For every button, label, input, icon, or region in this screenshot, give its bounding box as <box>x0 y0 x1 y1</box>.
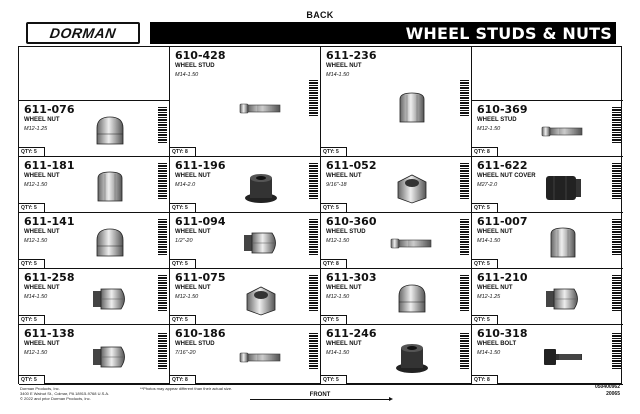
part-thread-size: M14-1.50 <box>175 72 199 78</box>
part-thread-size: M14-1.50 <box>477 350 501 356</box>
barcode-icon <box>309 333 318 369</box>
part-description: WHEEL NUT <box>24 117 60 123</box>
part-description: WHEEL NUT <box>24 173 60 179</box>
part-cell-611-236 <box>321 47 472 157</box>
nut-side-part-icon <box>540 280 586 323</box>
barcode-icon <box>158 163 167 199</box>
empty-cell <box>472 47 623 101</box>
barcode-icon <box>612 163 621 199</box>
part-cell-611-075 <box>170 269 321 325</box>
cover-part-icon <box>540 168 586 211</box>
part-number: 610-428 <box>175 49 226 62</box>
barcode-icon <box>158 219 167 255</box>
part-thread-size: 9/16"-18 <box>326 182 347 188</box>
part-thread-size: M14-1.50 <box>24 294 48 300</box>
nut-dome-part-icon <box>87 112 133 155</box>
part-thread-size: M12-1.50 <box>24 350 48 356</box>
part-number: 611-052 <box>326 159 377 172</box>
barcode-icon <box>612 333 621 369</box>
part-cell-611-141 <box>19 213 170 269</box>
parts-grid <box>18 46 622 384</box>
back-label: BACK <box>306 10 334 20</box>
part-thread-size: M14-2.0 <box>175 182 196 188</box>
brand-logo <box>26 22 140 44</box>
stud-part-icon <box>238 89 284 132</box>
part-description: WHEEL NUT <box>175 229 211 235</box>
footer-code-2: 20065 <box>606 391 620 397</box>
part-description: WHEEL NUT <box>24 285 60 291</box>
part-thread-size: M12-1.50 <box>326 238 350 244</box>
nut-open-part-icon <box>238 280 284 323</box>
part-description: WHEEL NUT <box>477 229 513 235</box>
quantity-label: QTY: 5 <box>170 315 196 324</box>
part-cell-611-246 <box>321 325 472 385</box>
part-thread-size: M12-1.50 <box>24 238 48 244</box>
nut-flange-part-icon <box>389 338 435 381</box>
footer-company: Dorman Products, Inc. <box>20 386 60 391</box>
part-thread-size: M14-1.50 <box>326 72 350 78</box>
barcode-icon <box>460 80 469 116</box>
quantity-label: QTY: 5 <box>472 315 498 324</box>
barcode-icon <box>612 107 621 143</box>
part-number: 611-622 <box>477 159 528 172</box>
part-cell-611-622 <box>472 157 623 213</box>
part-description: WHEEL NUT <box>326 341 362 347</box>
part-number: 610-186 <box>175 327 226 340</box>
part-number: 611-258 <box>24 271 75 284</box>
quantity-label: QTY: 5 <box>321 315 347 324</box>
brand-name: DORMAN <box>48 25 118 41</box>
part-number: 611-303 <box>326 271 377 284</box>
part-description: WHEEL NUT <box>326 63 362 69</box>
part-number: 610-360 <box>326 215 377 228</box>
nut-side-part-icon <box>87 280 133 323</box>
part-description: WHEEL NUT <box>477 285 513 291</box>
part-cell-610-428 <box>170 47 321 157</box>
part-description: WHEEL NUT <box>175 285 211 291</box>
barcode-icon <box>158 333 167 369</box>
part-number: 611-007 <box>477 215 528 228</box>
quantity-label: QTY: 5 <box>19 147 45 156</box>
part-description: WHEEL NUT <box>24 229 60 235</box>
part-cell-611-138 <box>19 325 170 385</box>
quantity-label: QTY: 5 <box>472 259 498 268</box>
quantity-label: QTY: 8 <box>472 375 498 384</box>
page-title: WHEEL STUDS & NUTS <box>405 24 612 43</box>
part-cell-611-052 <box>321 157 472 213</box>
part-thread-size: M14-1.50 <box>326 350 350 356</box>
part-cell-610-360 <box>321 213 472 269</box>
part-number: 611-246 <box>326 327 377 340</box>
part-number: 611-094 <box>175 215 226 228</box>
part-cell-610-186 <box>170 325 321 385</box>
part-description: WHEEL NUT COVER <box>477 173 536 179</box>
part-description: WHEEL STUD <box>477 117 517 123</box>
empty-cell <box>19 47 170 101</box>
stud-part-icon <box>389 224 435 267</box>
part-number: 611-141 <box>24 215 75 228</box>
part-cell-611-007 <box>472 213 623 269</box>
barcode-icon <box>460 163 469 199</box>
barcode-icon <box>612 219 621 255</box>
part-cell-611-181 <box>19 157 170 213</box>
part-cell-611-303 <box>321 269 472 325</box>
front-arrow-icon <box>250 399 390 400</box>
barcode-icon <box>309 80 318 116</box>
barcode-icon <box>309 219 318 255</box>
stud-part-icon <box>540 112 586 155</box>
barcode-icon <box>460 333 469 369</box>
part-number: 611-210 <box>477 271 528 284</box>
barcode-icon <box>158 107 167 143</box>
barcode-icon <box>309 275 318 311</box>
quantity-label: QTY: 5 <box>170 203 196 212</box>
part-cell-611-258 <box>19 269 170 325</box>
part-number: 611-196 <box>175 159 226 172</box>
nut-side-part-icon <box>87 338 133 381</box>
nut-tall-part-icon <box>389 89 435 132</box>
part-number: 610-369 <box>477 103 528 116</box>
part-thread-size: M14-1.50 <box>477 238 501 244</box>
part-thread-size: 7/16"-20 <box>175 350 196 356</box>
barcode-icon <box>158 275 167 311</box>
part-cell-611-196 <box>170 157 321 213</box>
part-number: 611-236 <box>326 49 377 62</box>
quantity-label: QTY: 5 <box>19 203 45 212</box>
part-thread-size: 1/2"-20 <box>175 238 193 244</box>
quantity-label: QTY: 8 <box>321 259 347 268</box>
part-description: WHEEL STUD <box>326 229 366 235</box>
part-cell-611-076 <box>19 101 170 157</box>
part-number: 610-318 <box>477 327 528 340</box>
part-cell-610-318 <box>472 325 623 385</box>
quantity-label: QTY: 8 <box>170 375 196 384</box>
barcode-icon <box>460 275 469 311</box>
nut-dome-part-icon <box>389 280 435 323</box>
nut-tall-part-icon <box>540 224 586 267</box>
part-cell-611-210 <box>472 269 623 325</box>
part-thread-size: M12-1.50 <box>326 294 350 300</box>
part-number: 611-076 <box>24 103 75 116</box>
nut-open-part-icon <box>389 168 435 211</box>
part-thread-size: M12-1.50 <box>477 126 501 132</box>
bolt-part-icon <box>540 338 586 381</box>
barcode-icon <box>612 275 621 311</box>
footer-address: 3400 E Walnut St., Colmar, PA 18915-9768 U.S.A. <box>20 391 110 396</box>
part-description: WHEEL NUT <box>175 173 211 179</box>
part-description: WHEEL BOLT <box>477 341 517 347</box>
part-description: WHEEL NUT <box>326 285 362 291</box>
part-cell-610-369 <box>472 101 623 157</box>
quantity-label: QTY: 5 <box>170 259 196 268</box>
nut-side-part-icon <box>238 224 284 267</box>
part-cell-611-094 <box>170 213 321 269</box>
part-description: WHEEL STUD <box>175 341 215 347</box>
quantity-label: QTY: 5 <box>321 203 347 212</box>
title-bar <box>150 22 616 44</box>
quantity-label: QTY: 5 <box>19 375 45 384</box>
part-description: WHEEL STUD <box>175 63 215 69</box>
front-label: FRONT <box>309 392 331 398</box>
part-number: 611-138 <box>24 327 75 340</box>
barcode-icon <box>460 219 469 255</box>
nut-tall-part-icon <box>87 168 133 211</box>
part-thread-size: M27-2.0 <box>477 182 498 188</box>
barcode-icon <box>309 163 318 199</box>
part-thread-size: M12-1.50 <box>175 294 199 300</box>
footer-code-1: 050400962 <box>594 384 620 390</box>
part-thread-size: M12-1.25 <box>477 294 501 300</box>
quantity-label: QTY: 8 <box>170 147 196 156</box>
part-thread-size: M12-1.25 <box>24 126 48 132</box>
footer-copyright: © 2022 and prior Dorman Products, Inc. <box>20 396 91 401</box>
part-thread-size: M12-1.50 <box>24 182 48 188</box>
nut-dome-part-icon <box>87 224 133 267</box>
quantity-label: QTY: 5 <box>321 147 347 156</box>
part-number: 611-075 <box>175 271 226 284</box>
nut-flange-part-icon <box>238 168 284 211</box>
quantity-label: QTY: 5 <box>472 203 498 212</box>
part-description: WHEEL NUT <box>326 173 362 179</box>
quantity-label: QTY: 5 <box>19 259 45 268</box>
footer-note: **Photos may appear different than their actual size. <box>140 386 233 391</box>
part-number: 611-181 <box>24 159 75 172</box>
quantity-label: QTY: 5 <box>19 315 45 324</box>
stud-part-icon <box>238 338 284 381</box>
quantity-label: QTY: 5 <box>321 375 347 384</box>
quantity-label: QTY: 8 <box>472 147 498 156</box>
part-description: WHEEL NUT <box>24 341 60 347</box>
